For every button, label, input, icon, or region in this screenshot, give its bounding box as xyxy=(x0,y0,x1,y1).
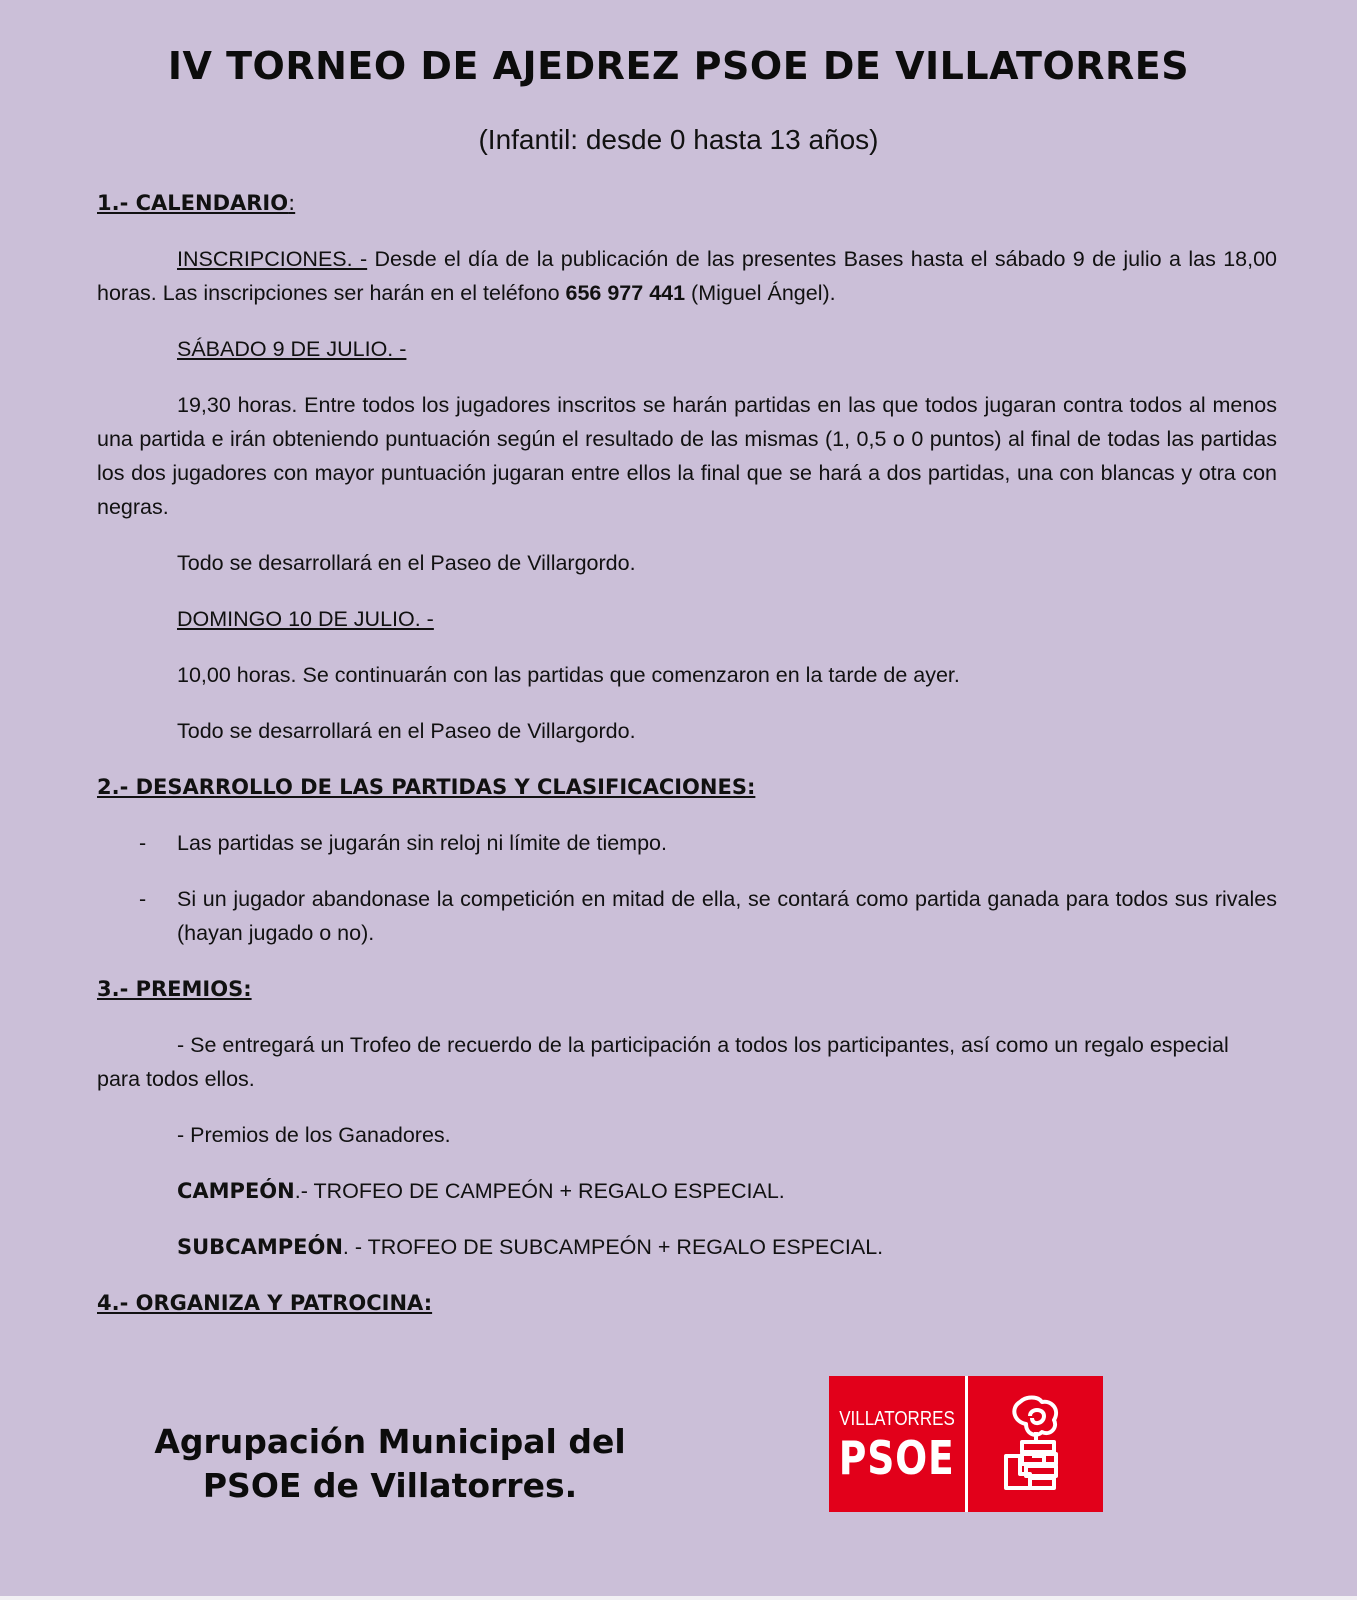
section-1-heading xyxy=(97,186,1277,220)
logo-text-block xyxy=(829,1376,965,1512)
document-subtitle: (Infantil: desde 0 hasta 13 años) xyxy=(478,124,879,155)
sunday-location: Todo se desarrollará en el Paseo de Villargordo. xyxy=(177,719,636,743)
runnerup-prize xyxy=(97,1230,1277,1264)
organizer-name xyxy=(120,1420,660,1508)
champion-prize xyxy=(97,1174,1277,1208)
inscripciones-paragraph xyxy=(97,242,1277,310)
section-2-heading: 2.- DESARROLLO DE LAS PARTIDAS Y CLASIFICACIONES: xyxy=(97,775,756,799)
saturday-location: Todo se desarrollará en el Paseo de Villargordo. xyxy=(177,551,636,575)
document-body xyxy=(97,186,1277,1320)
sunday-text: 10,00 horas. Se continuarán con las partidas que comenzaron en la tarde de ayer. xyxy=(177,663,960,687)
document-title: IV TORNEO DE AJEDREZ PSOE DE VILLATORRES xyxy=(167,44,1190,88)
trophy-text: - Se entregará un Trofeo de recuerdo de la participación a todos los participantes, así como un regalo especial para todos ellos. xyxy=(97,1033,1229,1091)
inscripciones-label: INSCRIPCIONES. - xyxy=(177,247,368,271)
rule-text: Las partidas se jugarán sin reloj ni límite de tiempo. xyxy=(177,831,667,855)
rule-item xyxy=(97,882,1277,950)
logo-town: VILLATORRES xyxy=(839,1407,955,1430)
inscripciones-text: Desde el día de la publicación de las presentes Bases hasta el sábado 9 de julio a las 18,00 horas. Las inscripciones ser harán en el teléfono xyxy=(97,247,1277,305)
saturday-label: SÁBADO 9 DE JULIO. - xyxy=(177,337,407,361)
runnerup-label: SUBCAMPEÓN xyxy=(177,1235,343,1259)
champion-label: CAMPEÓN xyxy=(177,1179,295,1203)
winners-text: - Premios de los Ganadores. xyxy=(177,1123,451,1147)
runnerup-text: . - TROFEO DE SUBCAMPEÓN + REGALO ESPECIAL. xyxy=(342,1235,884,1259)
section-1-heading-colon: : xyxy=(288,191,296,215)
psoe-logo xyxy=(829,1376,1103,1512)
fist-rose-icon xyxy=(968,1376,1103,1512)
section-3-heading: 3.- PREMIOS: xyxy=(97,977,252,1001)
section-1-heading-text: 1.- CALENDARIO xyxy=(97,191,289,215)
champion-text: .- TROFEO DE CAMPEÓN + REGALO ESPECIAL. xyxy=(294,1179,785,1203)
organizer-line-1: Agrupación Municipal del xyxy=(154,1422,626,1461)
rule-text: Si un jugador abandonase la competición en mitad de ella, se contará como partida ganada para todos sus rivales (hayan jugado o no). xyxy=(177,887,1277,945)
rule-item xyxy=(97,826,1277,860)
phone-number: 656 977 441 xyxy=(565,281,686,305)
section-4-heading: 4.- ORGANIZA Y PATROCINA: xyxy=(97,1291,433,1315)
contact-name: (Miguel Ángel). xyxy=(685,281,836,305)
organizer-line-2: PSOE de Villatorres. xyxy=(202,1466,578,1505)
sunday-label: DOMINGO 10 DE JULIO. - xyxy=(177,607,434,631)
bullet-dash: - xyxy=(139,831,147,855)
saturday-text: 19,30 horas. Entre todos los jugadores inscritos se harán partidas en las que todos jugaran contra todos al menos una partida e irán obteniendo puntuación según el resultado de las mismas (1, 0,5 o 0 puntos) al final de todas las partidas los dos jugadores con mayor puntuación jugaran entre ellos la final que se hará a dos partidas, una con blancas y otra con negras. xyxy=(97,393,1277,519)
bullet-dash: - xyxy=(139,887,147,911)
page-bottom-edge xyxy=(0,1596,1357,1600)
logo-party: PSOE xyxy=(839,1430,955,1485)
